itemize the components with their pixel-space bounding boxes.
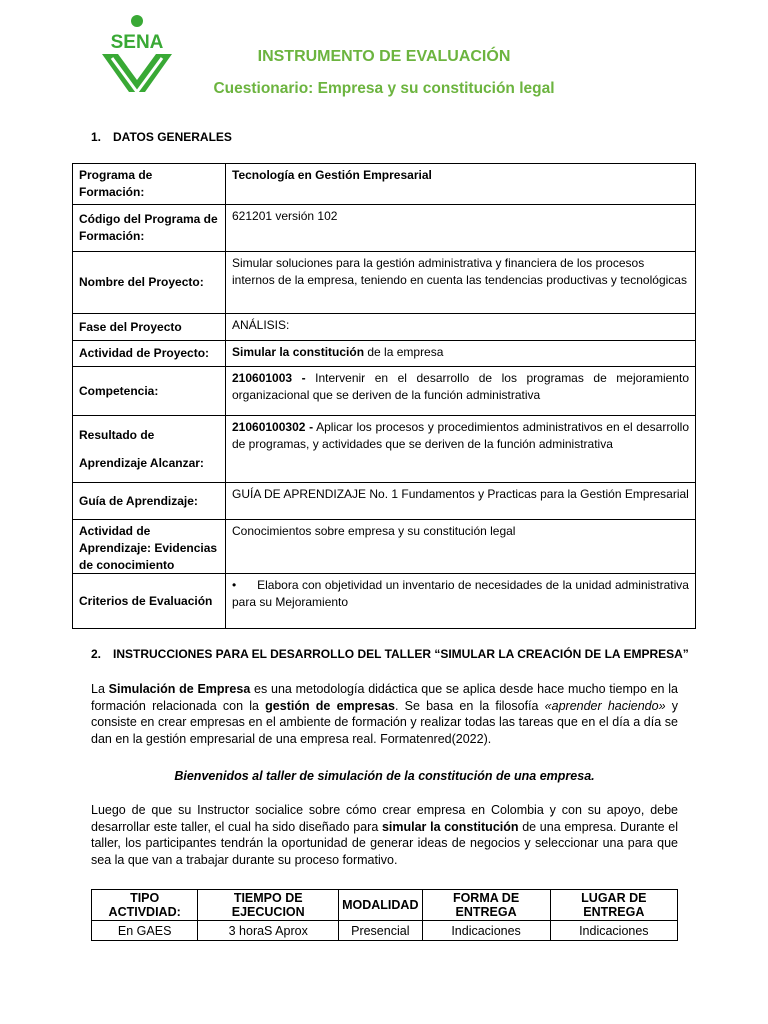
- welcome-text: Bienvenidos al taller de simulación de la constitución de una empresa.: [174, 769, 595, 783]
- fase-value: ANÁLISIS:: [226, 314, 696, 341]
- table-header-row: [92, 890, 678, 921]
- fase-label: Fase del Proyecto: [73, 314, 226, 341]
- table-row: [73, 416, 696, 483]
- table-row: [73, 164, 696, 205]
- resultado-label: Resultado de Aprendizaje Alcanzar:: [73, 416, 226, 483]
- criterios-label: Criterios de Evaluación: [73, 574, 226, 629]
- general-data-table: [72, 163, 696, 577]
- section-2-heading: 2. INSTRUCCIONES PARA EL DESARROLLO DEL TALLER “SIMULAR LA CREACIÓN DE LA EMPRESA”: [91, 647, 689, 661]
- header-tipo: TIPO ACTIVDIAD:: [92, 890, 198, 921]
- cell-modalidad: Presencial: [339, 921, 422, 941]
- resultado-value: 21060100302 - Aplicar los procesos y procedimientos administrativos en el desarrollo de programas, y actividades que se deriven de la función administrativa: [226, 416, 696, 483]
- header-tiempo: TIEMPO DE EJECUCION: [198, 890, 339, 921]
- header-modalidad: MODALIDAD: [339, 890, 422, 921]
- simulation-paragraph: La Simulación de Empresa es una metodología didáctica que se aplica desde hace mucho tiempo en la formación relacionada con la gestión de empresas. Se basa en la filosofía «aprender haciendo» y consiste en crear empresas en el ambiente de formación y realizar todas las tareas que en el día a día se dan en la gestión empresarial de una empresa real. Formatenred(2022).: [91, 682, 678, 746]
- nombre-label: Nombre del Proyecto:: [73, 252, 226, 314]
- criterios-value: • Elabora con objetividad un inventario de necesidades de la unidad administrativa para su Mejoramiento: [226, 574, 696, 629]
- cell-lugar: Indicaciones: [550, 921, 677, 941]
- document-title: INSTRUMENTO DE EVALUACIÓN: [257, 48, 511, 65]
- instructions-paragraph: Luego de que su Instructor socialice sobre cómo crear empresa en Colombia y con su apoyo, debe desarrollar este taller, el cual ha sido diseñado para simular la constitución de una empresa. Durante el taller, los participantes tendrán la oportunidad de generar ideas de negocios y seleccionar una para que sea la que van a trabajar durante su proceso formativo.: [91, 803, 678, 867]
- table-row: [73, 483, 696, 520]
- header-forma: FORMA DE ENTREGA: [422, 890, 550, 921]
- guia-value: GUÍA DE APRENDIZAJE No. 1 Fundamentos y Practicas para la Gestión Empresarial: [226, 483, 696, 520]
- evidencias-label: Actividad de Aprendizaje: Evidencias de conocimiento: [73, 520, 226, 578]
- section-1-heading: 1. DATOS GENERALES: [91, 130, 232, 144]
- guia-label: Guía de Aprendizaje:: [73, 483, 226, 520]
- table-row: [73, 252, 696, 314]
- competencia-label: Competencia:: [73, 367, 226, 416]
- logo-text: SENA: [110, 32, 164, 53]
- codigo-value: 621201 versión 102: [226, 205, 696, 252]
- table-row: [73, 314, 696, 341]
- criteria-table: [72, 573, 696, 629]
- table-row: [73, 520, 696, 578]
- table-row: [73, 205, 696, 252]
- header-lugar: LUGAR DE ENTREGA: [550, 890, 677, 921]
- programa-value: Tecnología en Gestión Empresarial: [226, 164, 696, 205]
- cell-tipo: En GAES: [92, 921, 198, 941]
- logo-head: [131, 15, 143, 27]
- evidencias-value: Conocimientos sobre empresa y su constitución legal: [226, 520, 696, 578]
- table-row: [92, 921, 678, 941]
- programa-label: Programa de Formación:: [73, 164, 226, 205]
- cell-forma: Indicaciones: [422, 921, 550, 941]
- activity-table: [91, 889, 678, 941]
- document-subtitle: Cuestionario: Empresa y su constitución legal: [213, 80, 555, 97]
- table-row: [73, 574, 696, 629]
- table-row: [73, 341, 696, 367]
- cell-tiempo: 3 horaS Aprox: [198, 921, 339, 941]
- competencia-value: 210601003 - Intervenir en el desarrollo de los programas de mejoramiento organizacional que se deriven de la función administrativa: [226, 367, 696, 416]
- actividad-label: Actividad de Proyecto:: [73, 341, 226, 367]
- table-row: [73, 367, 696, 416]
- codigo-label: Código del Programa de Formación:: [73, 205, 226, 252]
- nombre-value: Simular soluciones para la gestión administrativa y financiera de los procesos internos de la empresa, teniendo en cuenta las tendencias productivas y tecnológicas: [226, 252, 696, 314]
- actividad-value: Simular la constitución de la empresa: [226, 341, 696, 367]
